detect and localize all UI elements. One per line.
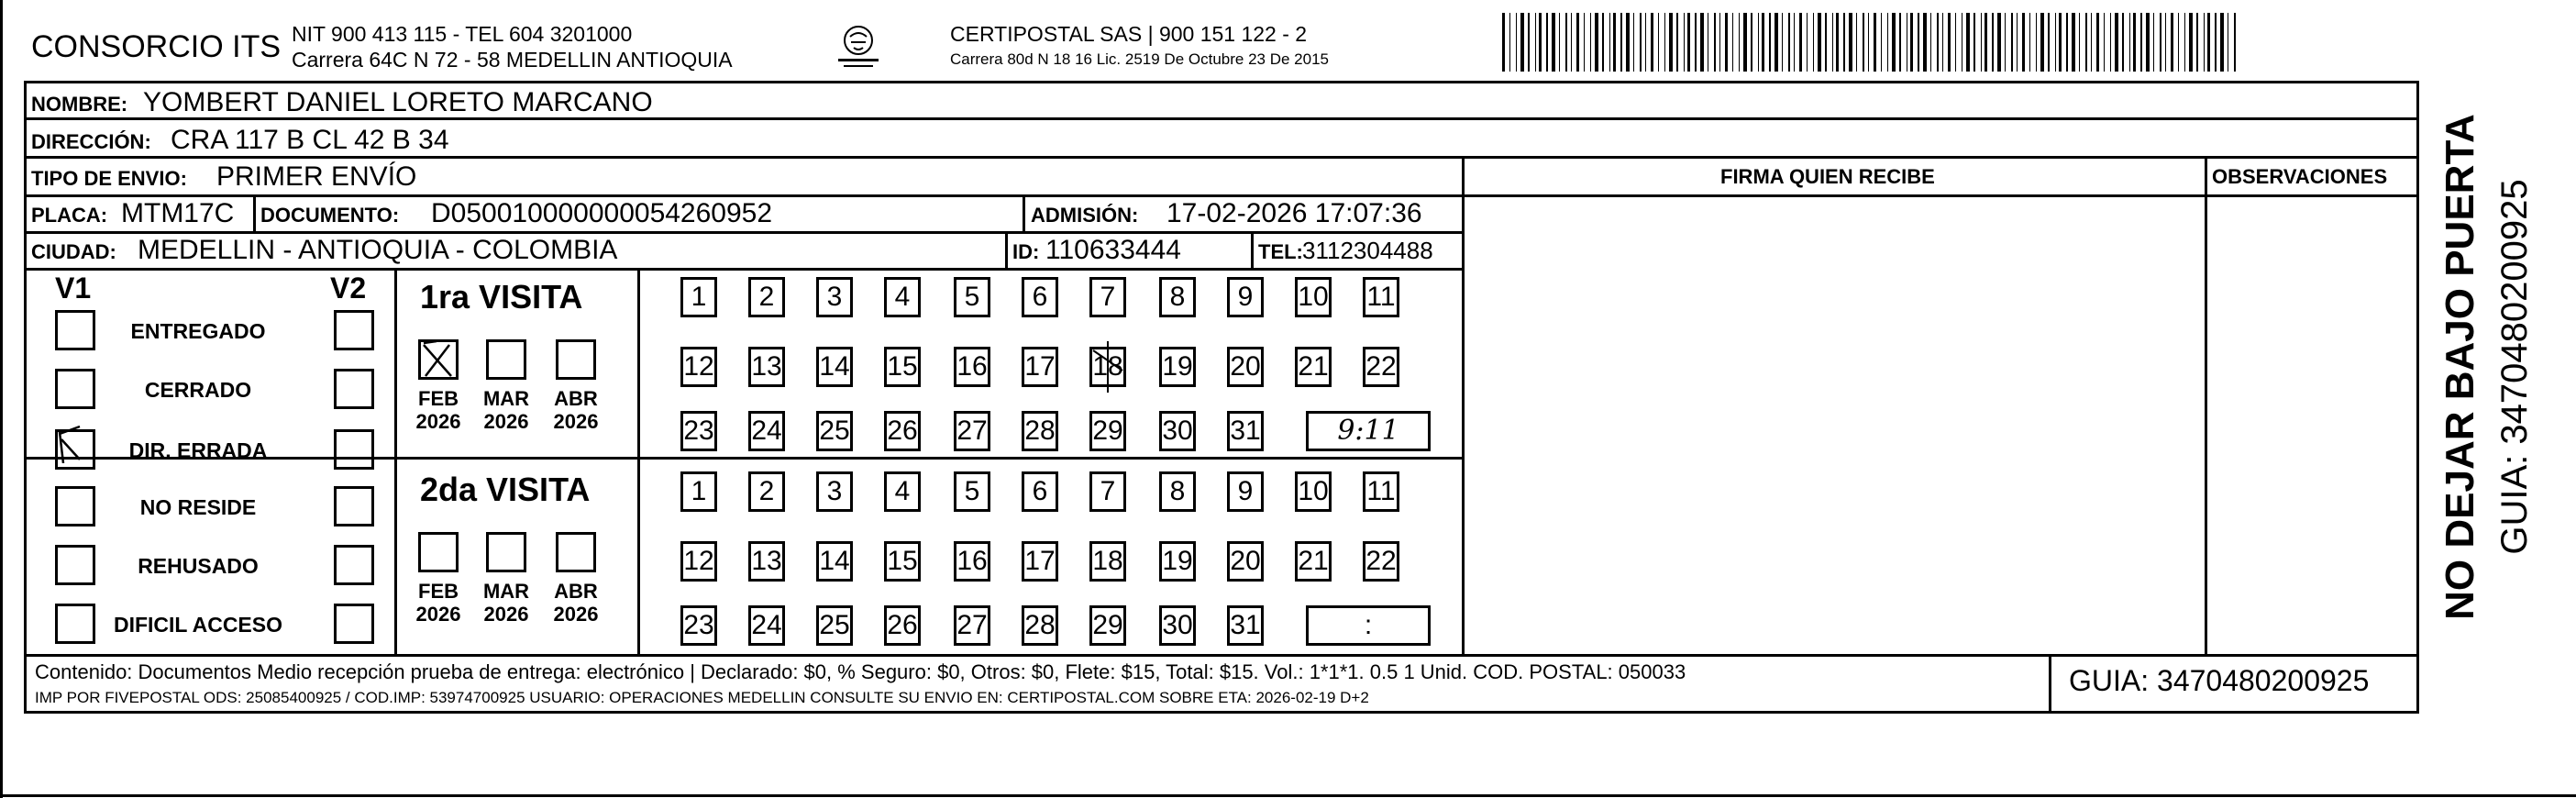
v1-label: V1: [55, 272, 92, 305]
day-box[interactable]: 25: [816, 605, 853, 646]
month-checkbox[interactable]: [486, 532, 526, 572]
day-box[interactable]: 23: [680, 605, 717, 646]
day-box[interactable]: 10: [1295, 277, 1332, 317]
direccion-label: DIRECCIÓN:: [31, 130, 151, 153]
day-box[interactable]: 12: [680, 541, 717, 582]
day-box[interactable]: 18: [1089, 541, 1126, 582]
month-checkbox[interactable]: [486, 339, 526, 380]
v2-checkbox[interactable]: [334, 310, 374, 350]
day-box[interactable]: 22: [1363, 347, 1399, 387]
v2-checkbox[interactable]: [334, 429, 374, 470]
day-box[interactable]: 18: [1089, 347, 1126, 387]
footer-line1: Contenido: Documentos Medio recepción prueba de entrega: electrónico | Declarado: $0, % Seguro: $0, Otros: $0, Flete: $15, Total: $15. Vol.: 1*1*1. 0.5 1 Unid. COD. POSTAL: 050033: [35, 660, 1686, 683]
day-box[interactable]: 7: [1089, 471, 1126, 512]
month-year: 2026: [415, 603, 461, 626]
day-box[interactable]: 26: [884, 411, 921, 451]
day-box[interactable]: 27: [954, 605, 990, 646]
day-box[interactable]: 28: [1022, 605, 1058, 646]
id-value: 110633444: [1045, 235, 1181, 265]
placa-label: PLACA:: [31, 204, 108, 227]
day-box[interactable]: 31: [1227, 411, 1264, 451]
month-checkbox[interactable]: [556, 339, 596, 380]
visit1-title: 1ra VISITA: [420, 278, 583, 316]
barcode: [1502, 13, 2245, 72]
certipostal-logo-icon: [831, 22, 886, 72]
company-line2: Carrera 64C N 72 - 58 MEDELLIN ANTIOQUIA: [292, 48, 733, 72]
day-box[interactable]: 8: [1159, 277, 1196, 317]
tel-value: 3112304488: [1302, 237, 1433, 264]
day-box[interactable]: 20: [1227, 541, 1264, 582]
v1-checkbox[interactable]: [55, 486, 95, 526]
tipo-label: TIPO DE ENVIO:: [31, 167, 187, 190]
day-box[interactable]: 30: [1159, 411, 1196, 451]
documento-value: D050010000000054260952: [431, 198, 773, 228]
day-box[interactable]: 4: [884, 277, 921, 317]
placa-value: MTM17C: [121, 198, 235, 228]
month-name: ABR: [554, 387, 598, 410]
carrier-line2: Carrera 80d N 18 16 Lic. 2519 De Octubre 23 De 2015: [950, 50, 1329, 68]
v2-checkbox[interactable]: [334, 369, 374, 409]
company-name: CONSORCIO ITS: [31, 29, 282, 64]
month-year: 2026: [553, 603, 599, 626]
time-box[interactable]: 9:11: [1306, 411, 1431, 451]
no-dejar-bajo-puerta: NO DEJAR BAJO PUERTA: [2438, 114, 2482, 620]
day-box[interactable]: 9: [1227, 471, 1264, 512]
day-box[interactable]: 5: [954, 471, 990, 512]
day-box[interactable]: 24: [748, 411, 785, 451]
day-box[interactable]: 10: [1295, 471, 1332, 512]
day-box[interactable]: 2: [748, 471, 785, 512]
observaciones-label: OBSERVACIONES: [2212, 165, 2388, 188]
month-year: 2026: [483, 410, 529, 434]
header: [24, 9, 2417, 83]
day-box[interactable]: 30: [1159, 605, 1196, 646]
day-box[interactable]: 6: [1022, 471, 1058, 512]
day-box[interactable]: 3: [816, 471, 853, 512]
v1-checkbox[interactable]: [55, 545, 95, 585]
firma-label: FIRMA QUIEN RECIBE: [1720, 165, 1935, 188]
ciudad-value: MEDELLIN - ANTIOQUIA - COLOMBIA: [138, 235, 618, 265]
day-box[interactable]: 26: [884, 605, 921, 646]
day-box[interactable]: 25: [816, 411, 853, 451]
carrier-line1: CERTIPOSTAL SAS | 900 151 122 - 2: [950, 22, 1308, 46]
day-box[interactable]: 22: [1363, 541, 1399, 582]
day-box[interactable]: 5: [954, 277, 990, 317]
day-box[interactable]: 16: [954, 347, 990, 387]
day-box[interactable]: 29: [1089, 411, 1126, 451]
day-box[interactable]: 24: [748, 605, 785, 646]
side-guia: GUIA: 3470480200925: [2494, 179, 2535, 555]
day-box[interactable]: 29: [1089, 605, 1126, 646]
tipo-value: PRIMER ENVÍO: [216, 161, 417, 192]
visit2-title: 2da VISITA: [420, 471, 591, 508]
month-label: [479, 580, 534, 626]
id-label: ID:: [1012, 240, 1040, 263]
day-box[interactable]: 12: [680, 347, 717, 387]
day-box[interactable]: 19: [1159, 541, 1196, 582]
day-box[interactable]: 8: [1159, 471, 1196, 512]
v1-checkbox[interactable]: [55, 604, 95, 644]
documento-label: DOCUMENTO:: [260, 204, 400, 227]
day-box[interactable]: 28: [1022, 411, 1058, 451]
nombre-value: YOMBERT DANIEL LORETO MARCANO: [143, 87, 653, 117]
nombre-label: NOMBRE:: [31, 93, 128, 116]
month-name: MAR: [482, 580, 530, 603]
ciudad-label: CIUDAD:: [31, 240, 116, 263]
month-label: [479, 387, 534, 434]
day-box[interactable]: 31: [1227, 605, 1264, 646]
day-box[interactable]: 7: [1089, 277, 1126, 317]
admision-label: ADMISIÓN:: [1031, 204, 1139, 227]
month-year: 2026: [415, 410, 461, 434]
day-box[interactable]: 2: [748, 277, 785, 317]
day-box[interactable]: 15: [884, 541, 921, 582]
footer-line2: IMP POR FIVEPOSTAL ODS: 25085400925 / COD.IMP: 53974700925 USUARIO: OPERACIONES MEDELLIN CONSULTE SU ENVIO EN: CERTIPOSTAL.COM SOBRE ETA: 2026-02-19 D+2: [35, 689, 1369, 706]
month-name: FEB: [418, 387, 459, 410]
day-box[interactable]: 23: [680, 411, 717, 451]
day-box[interactable]: 19: [1159, 347, 1196, 387]
status-option-label: DIR. ERRADA: [128, 438, 268, 462]
month-year: 2026: [553, 410, 599, 434]
day-box[interactable]: 17: [1022, 347, 1058, 387]
day-box[interactable]: 21: [1295, 541, 1332, 582]
v2-checkbox[interactable]: [334, 604, 374, 644]
day-box[interactable]: 20: [1227, 347, 1264, 387]
month-checkbox[interactable]: [556, 532, 596, 572]
status-option-label: ENTREGADO: [130, 319, 266, 343]
day-box[interactable]: 3: [816, 277, 853, 317]
v1-checkbox[interactable]: [55, 369, 95, 409]
v1-checkbox[interactable]: [55, 429, 95, 470]
day-box[interactable]: 15: [884, 347, 921, 387]
day-box[interactable]: 4: [884, 471, 921, 512]
status-option-label: NO RESIDE: [139, 495, 257, 519]
status-option-label: CERRADO: [144, 378, 252, 402]
day-box[interactable]: 14: [816, 347, 853, 387]
day-box[interactable]: 9: [1227, 277, 1264, 317]
day-box[interactable]: 11: [1363, 277, 1399, 317]
v1-checkbox[interactable]: [55, 310, 95, 350]
day-box[interactable]: 11: [1363, 471, 1399, 512]
day-box[interactable]: 16: [954, 541, 990, 582]
admision-value: 17-02-2026 17:07:36: [1166, 198, 1422, 228]
direccion-value: CRA 117 B CL 42 B 34: [171, 125, 449, 155]
month-name: MAR: [482, 387, 530, 410]
company-line1: NIT 900 413 115 - TEL 604 3201000: [292, 22, 633, 46]
day-box[interactable]: 17: [1022, 541, 1058, 582]
day-box[interactable]: 1: [680, 471, 717, 512]
day-box[interactable]: 13: [748, 347, 785, 387]
day-box[interactable]: 27: [954, 411, 990, 451]
footer-guia: GUIA: 3470480200925: [2069, 664, 2370, 697]
v2-label: V2: [330, 272, 367, 305]
day-box[interactable]: 21: [1295, 347, 1332, 387]
time-box[interactable]: :: [1306, 605, 1431, 646]
day-box[interactable]: 6: [1022, 277, 1058, 317]
month-name: ABR: [554, 580, 598, 603]
side-text: [2421, 101, 2559, 633]
day-box[interactable]: 14: [816, 541, 853, 582]
v2-checkbox[interactable]: [334, 545, 374, 585]
month-label: [548, 580, 603, 626]
status-option-label: REHUSADO: [138, 554, 259, 578]
month-checkbox[interactable]: [418, 532, 459, 572]
status-option-label: DIFICIL ACCESO: [113, 613, 282, 637]
month-label: [411, 580, 466, 626]
month-year: 2026: [483, 603, 529, 626]
tel-label: TEL:: [1258, 240, 1303, 263]
month-checkbox[interactable]: [418, 339, 459, 380]
day-box[interactable]: 1: [680, 277, 717, 317]
month-label: [411, 387, 466, 434]
v2-checkbox[interactable]: [334, 486, 374, 526]
month-name: FEB: [418, 580, 459, 603]
day-box[interactable]: 13: [748, 541, 785, 582]
month-label: [548, 387, 603, 434]
